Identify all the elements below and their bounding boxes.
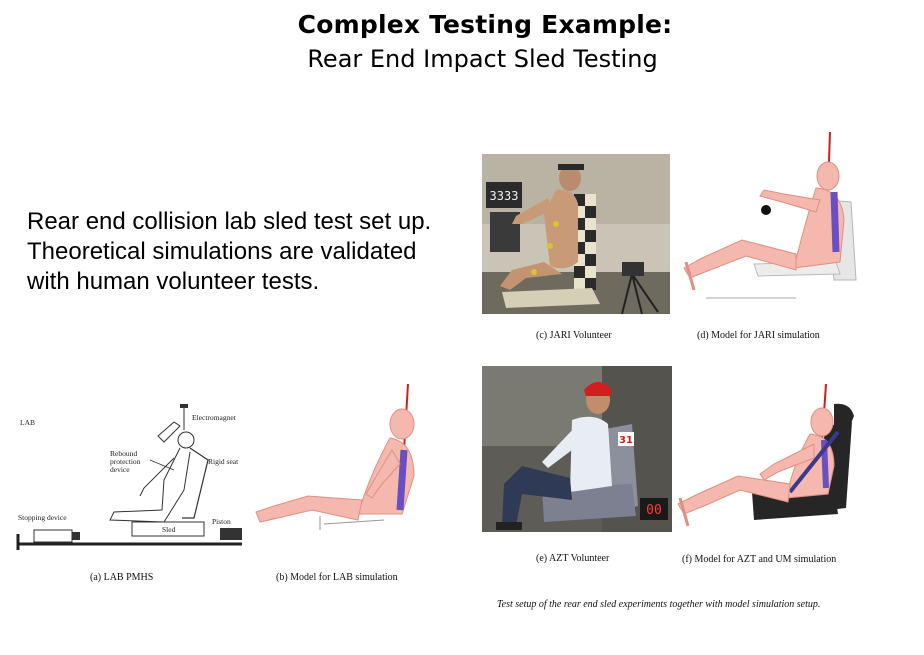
- electromagnet-label: Electromagnet: [192, 413, 236, 422]
- piston-label: Piston: [212, 517, 231, 526]
- azt-volunteer-photo: [482, 366, 672, 532]
- jari-counter-display: 3333: [489, 189, 519, 203]
- rebound-label-line3: device: [110, 465, 130, 474]
- slide-title: Complex Testing Example:: [297, 10, 673, 39]
- slide-body-text: Rear end collision lab sled test set up. Theoretical simulations are validated with human volunteer tests.: [27, 208, 432, 295]
- jari-model-figure: [676, 130, 876, 310]
- jari-volunteer-caption: (c) JARI Volunteer: [536, 330, 612, 341]
- rebound-label-line1: Rebound: [110, 449, 138, 458]
- jari-volunteer-photo: [482, 154, 670, 314]
- rebound-label-line2: protection: [110, 457, 141, 466]
- azt-model-figure: [674, 382, 870, 528]
- slide-subtitle: Rear End Impact Sled Testing: [307, 45, 658, 73]
- sled-label: Sled: [162, 525, 176, 534]
- azt-model-caption: (f) Model for AZT and UM simulation: [682, 554, 837, 565]
- lab-model-figure: [254, 380, 424, 540]
- azt-seat-number: 31: [619, 435, 633, 446]
- lab-label: LAB: [20, 418, 35, 427]
- rigid-seat-label: Rigid seat: [208, 457, 239, 466]
- figure-footer-caption: Test setup of the rear end sled experiments together with model simulation setup.: [497, 599, 821, 610]
- stopping-device-label: Stopping device: [18, 513, 67, 522]
- lab-diagram-caption: (a) LAB PMHS: [90, 572, 154, 583]
- jari-model-caption: (d) Model for JARI simulation: [697, 330, 820, 341]
- azt-timer-display: 00: [646, 503, 662, 518]
- lab-model-caption: (b) Model for LAB simulation: [276, 572, 398, 583]
- azt-volunteer-caption: (e) AZT Volunteer: [536, 553, 610, 564]
- lab-sled-diagram: [14, 400, 250, 560]
